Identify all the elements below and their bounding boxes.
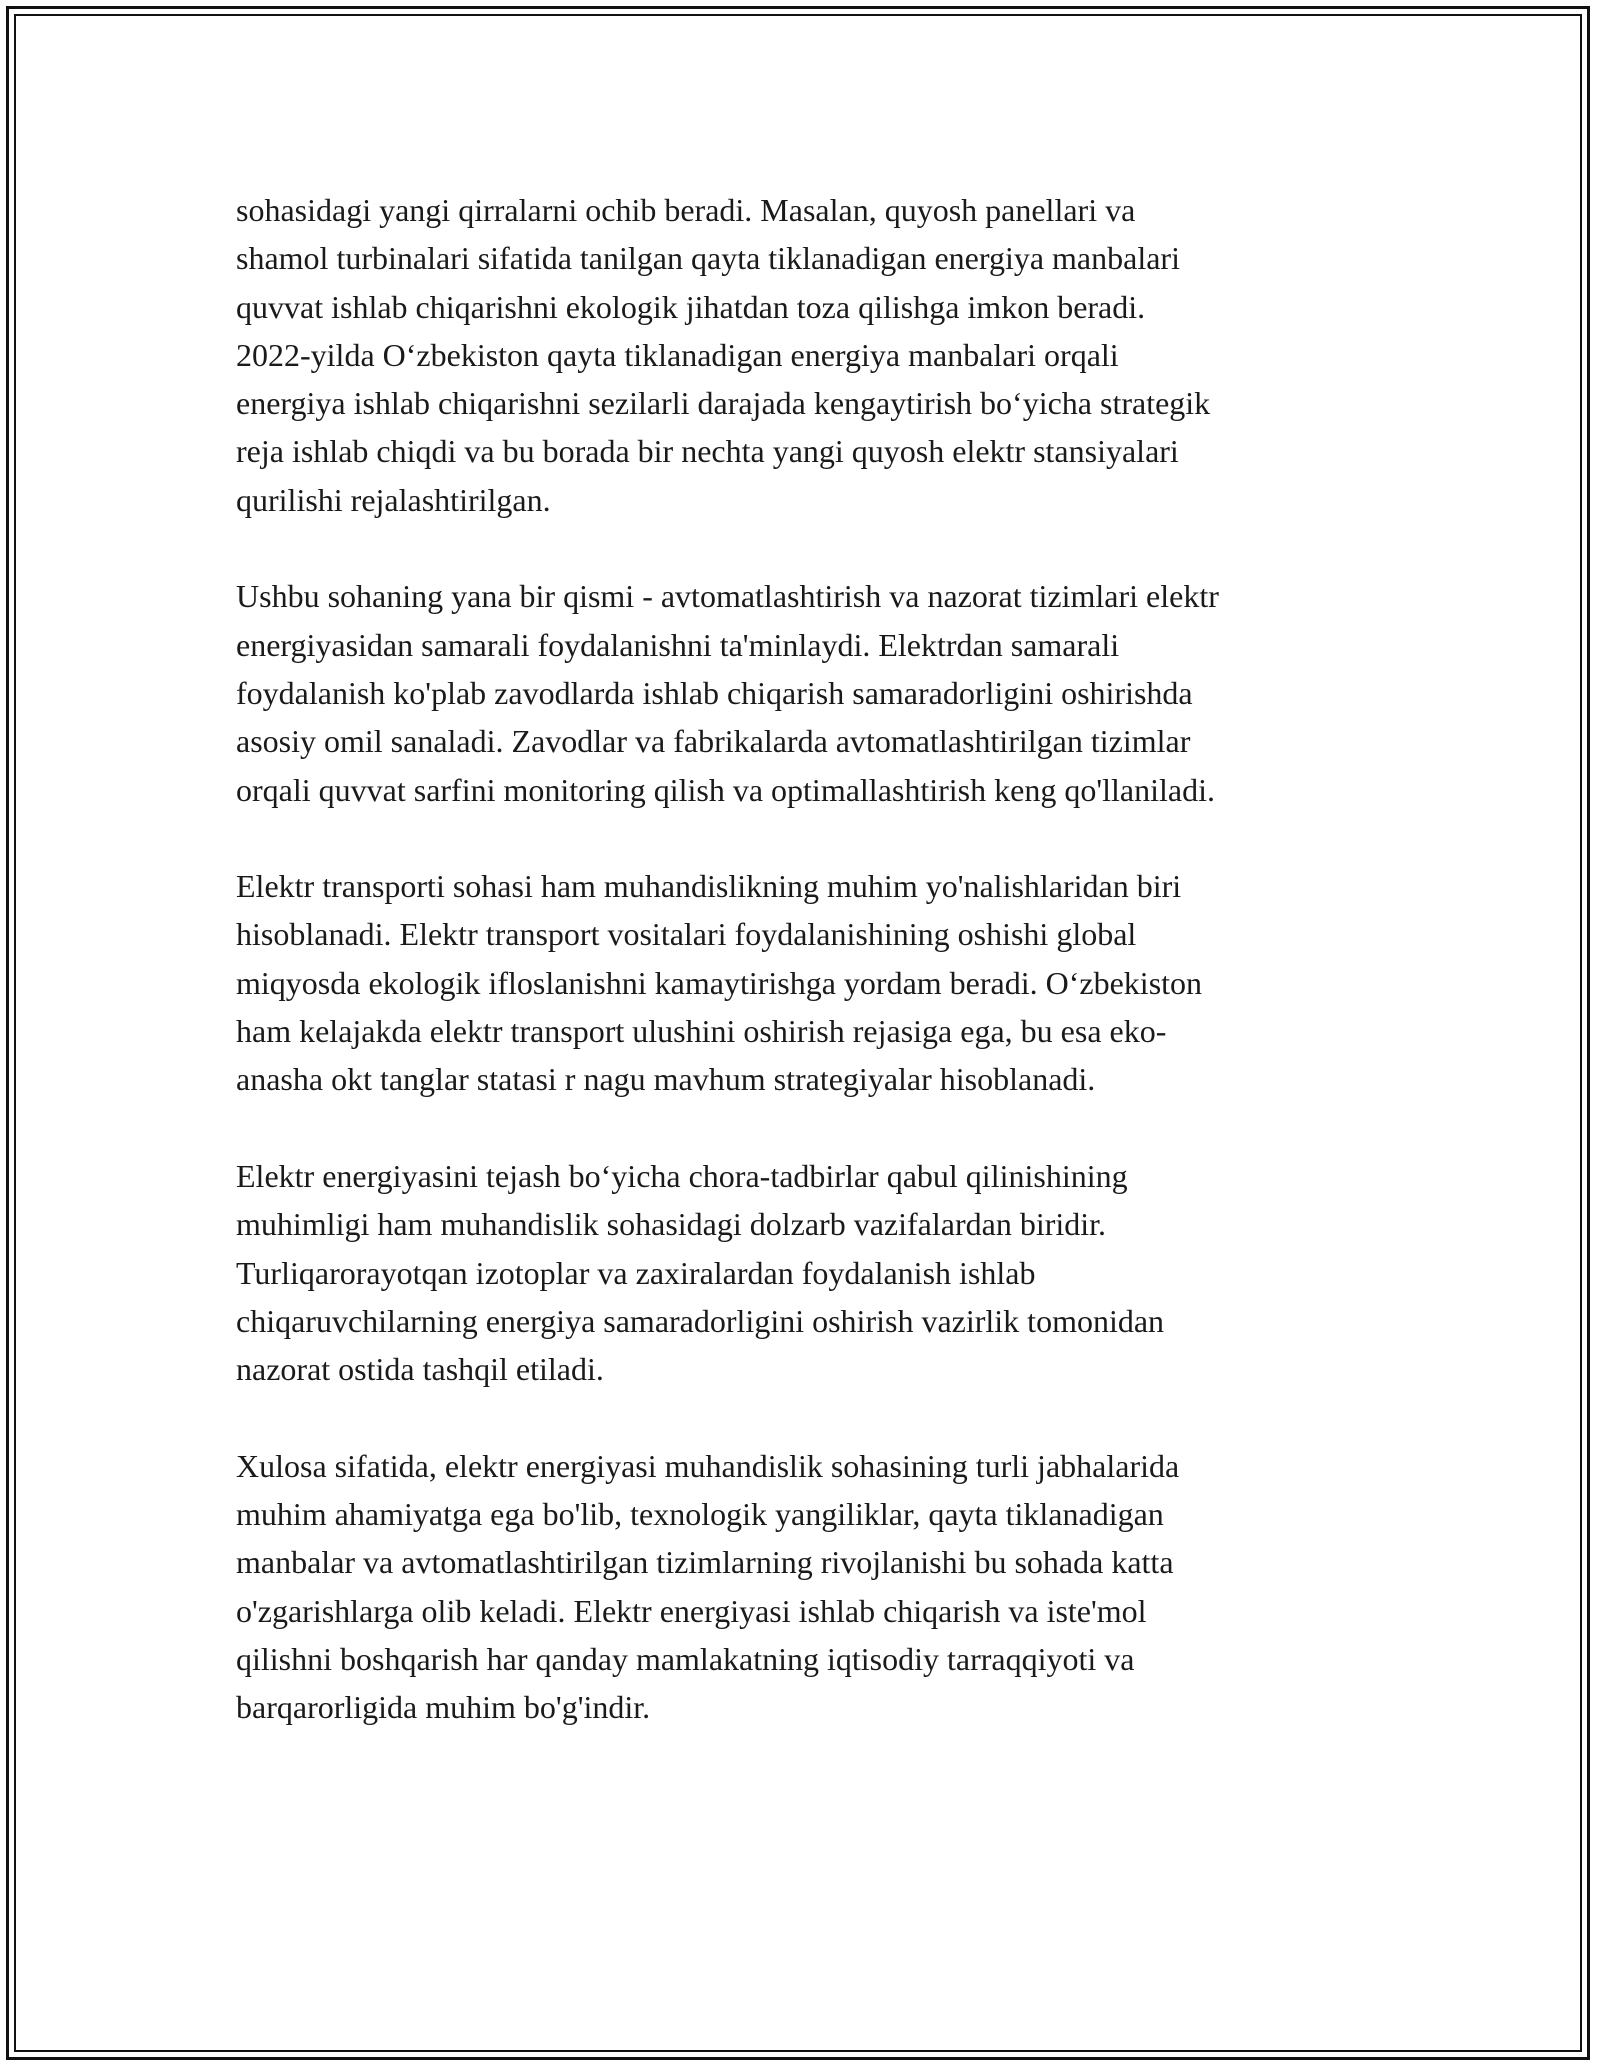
text-line: energiya ishlab chiqarishni sezilarli darajada kengaytirish bo‘yicha strategik <box>236 385 1211 422</box>
text-line: ham kelajakda elektr transport ulushini oshirish rejasiga ega, bu esa eko- <box>236 1013 1167 1050</box>
text-line: hisoblanadi. Elektr transport vositalari foydalanishining oshishi global <box>236 916 1137 953</box>
text-line: shamol turbinalari sifatida tanilgan qayta tiklanadigan energiya manbalari <box>236 240 1180 277</box>
text-line: energiyasidan samarali foydalanishni ta'minlaydi. Elektrdan samarali <box>236 626 1120 663</box>
text-line: asosiy omil sanaladi. Zavodlar va fabrikalarda avtomatlashtirilgan tizimlar <box>236 723 1191 760</box>
text-line: barqarorligida muhim bo'g'indir. <box>236 1689 651 1726</box>
text-line: manbalar va avtomatlashtirilgan tizimlarning rivojlanishi bu sohada katta <box>236 1544 1174 1581</box>
text-line: qurilishi rejalashtirilgan. <box>236 481 551 518</box>
text-line: Elektr energiyasini tejash bo‘yicha chora-tadbirlar qabul qilinishining <box>236 1157 1128 1194</box>
paragraph-5 <box>236 1442 1366 1732</box>
text-line: o'zgarishlarga olib keladi. Elektr energiyasi ishlab chiqarish va iste'mol <box>236 1592 1147 1629</box>
paragraph-4 <box>236 1152 1366 1393</box>
text-line: Turliqarorayotqan izotoplar va zaxiralardan foydalanish ishlab <box>236 1254 1036 1291</box>
text-line: Elektr transporti sohasi ham muhandislikning muhim yo'nalishlaridan biri <box>236 868 1182 905</box>
text-line: sohasidagi yangi qirralarni ochib beradi. Masalan, quyosh panellari va <box>236 192 1136 228</box>
text-line: miqyosda ekologik ifloslanishni kamaytirishga yordam beradi. O‘zbekiston <box>236 964 1203 1001</box>
text-line: orqali quvvat sarfini monitoring qilish va optimallashtirish keng qo'llaniladi. <box>236 771 1215 808</box>
paragraph-3 <box>236 862 1366 1103</box>
text-line: muhim ahamiyatga ega bo'lib, texnologik yangiliklar, qayta tiklanadigan <box>236 1496 1164 1533</box>
text-line: muhimligi ham muhandislik sohasidagi dolzarb vazifalardan biridir. <box>236 1206 1107 1243</box>
paragraph-1 <box>236 186 1366 524</box>
paragraph-2 <box>236 572 1366 813</box>
text-line: Ushbu sohaning yana bir qismi - avtomatlashtirish va nazorat tizimlari elektr <box>236 578 1219 615</box>
text-line: reja ishlab chiqdi va bu borada bir nechta yangi quyosh elektr stansiyalari <box>236 433 1179 470</box>
document-body <box>236 186 1366 1780</box>
text-line: anasha okt tanglar statasi r nagu mavhum strategiyalar hisoblanadi. <box>236 1061 1096 1098</box>
text-line: foydalanish ko'plab zavodlarda ishlab chiqarish samaradorligini oshirishda <box>236 674 1193 711</box>
text-line: 2022-yilda O‘zbekiston qayta tiklanadigan energiya manbalari orqali <box>236 336 1119 373</box>
text-line: quvvat ishlab chiqarishni ekologik jihatdan toza qilishga imkon beradi. <box>236 288 1146 325</box>
text-line: nazorat ostida tashqil etiladi. <box>236 1351 604 1388</box>
text-line: qilishni boshqarish har qanday mamlakatning iqtisodiy tarraqqiyoti va <box>236 1640 1135 1677</box>
text-line: chiqaruvchilarning energiya samaradorligini oshirish vazirlik tomonidan <box>236 1302 1165 1339</box>
text-line: Xulosa sifatida, elektr energiyasi muhandislik sohasining turli jabhalarida <box>236 1447 1180 1484</box>
